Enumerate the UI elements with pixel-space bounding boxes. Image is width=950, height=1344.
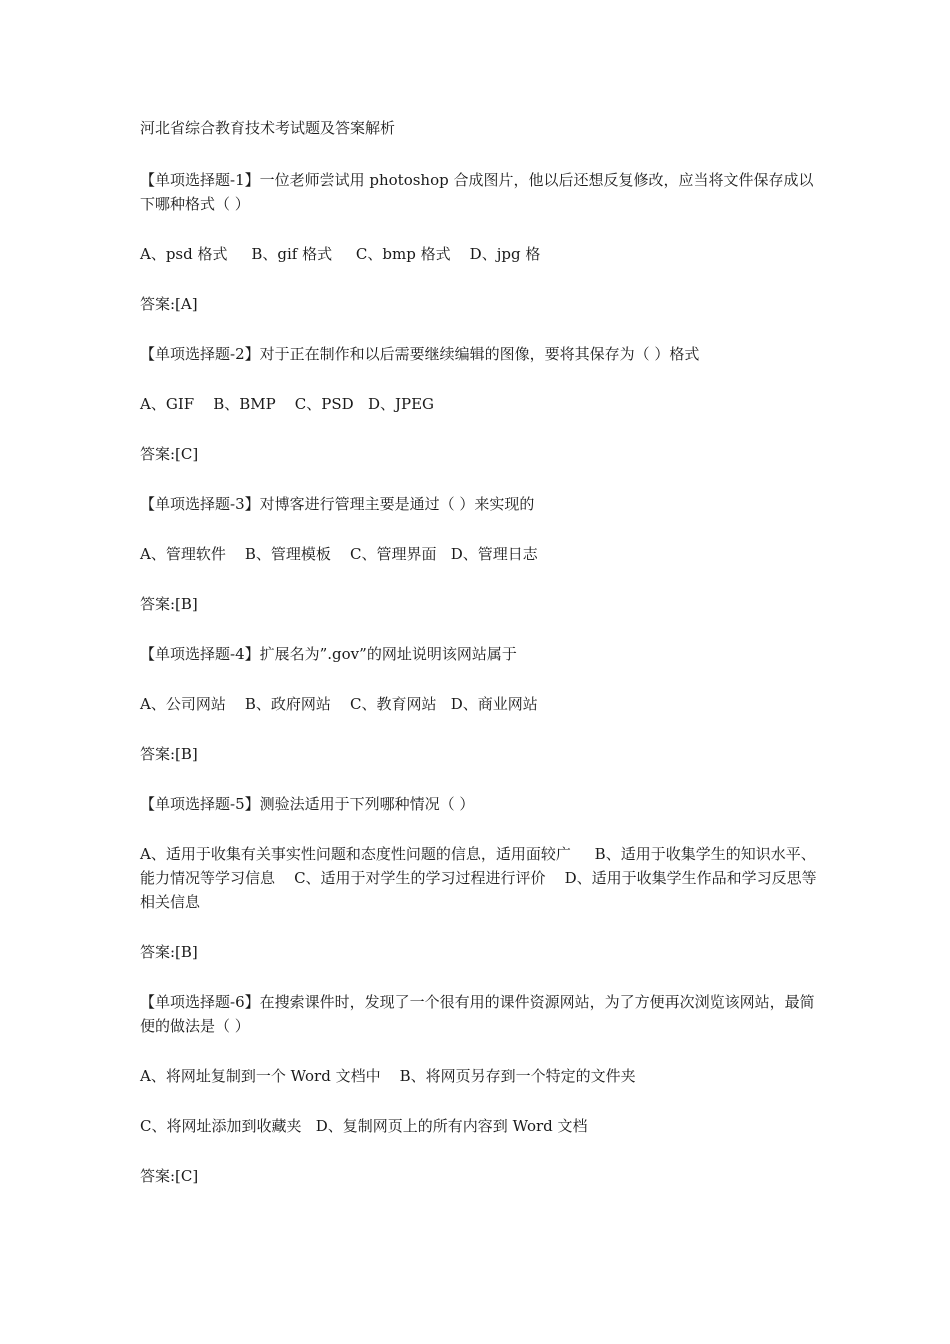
- question-6-stem: 【单项选择题-6】在搜索课件时，发现了一个很有用的课件资源网站，为了方便再次浏览该网站，最简便的做法是（ ）: [140, 993, 815, 1035]
- question-2-answer: 答案:[C]: [140, 445, 199, 463]
- question-4-answer: 答案:[B]: [140, 745, 198, 763]
- question-4-options: A、公司网站 B、政府网站 C、教育网站 D、商业网站: [140, 695, 538, 713]
- question-1-stem: 【单项选择题-1】一位老师尝试用 photoshop 合成图片，他以后还想反复修改，应当将文件保存成以下哪种格式（ ）: [140, 171, 814, 213]
- question-5-stem: 【单项选择题-5】测验法适用于下列哪种情况（ ）: [140, 795, 475, 813]
- question-3-options: A、管理软件 B、管理模板 C、管理界面 D、管理日志: [140, 545, 538, 563]
- question-1-answer: 答案:[A]: [140, 295, 198, 313]
- question-2-options: A、GIF B、BMP C、PSD D、JPEG: [140, 395, 435, 413]
- question-3-stem: 【单项选择题-3】对博客进行管理主要是通过（ ）来实现的: [140, 495, 535, 513]
- question-6-answer: 答案:[C]: [140, 1167, 199, 1185]
- question-1-options: A、psd 格式 B、gif 格式 C、bmp 格式 D、jpg 格: [140, 245, 541, 263]
- question-6-options-line-1: A、将网址复制到一个 Word 文档中 B、将网页另存到一个特定的文件夹: [140, 1067, 636, 1085]
- document-title: 河北省综合教育技术考试题及答案解析: [140, 119, 396, 137]
- question-5-answer: 答案:[B]: [140, 943, 198, 961]
- question-4-stem: 【单项选择题-4】扩展名为”.gov”的网址说明该网站属于: [140, 645, 517, 663]
- question-3-answer: 答案:[B]: [140, 595, 198, 613]
- question-6-options-line-2: C、将网址添加到收藏夹 D、复制网页上的所有内容到 Word 文档: [140, 1117, 588, 1135]
- question-5-options: A、适用于收集有关事实性问题和态度性问题的信息，适用面较广 B、适用于收集学生的知识水平、能力情况等学习信息 C、适用于对学生的学习过程进行评价 D、适用于收集学生作品和学习反思等相关信息: [140, 845, 817, 911]
- document-page: [140, 118, 820, 1214]
- question-2-stem: 【单项选择题-2】对于正在制作和以后需要继续编辑的图像，要将其保存为（ ）格式: [140, 345, 700, 363]
